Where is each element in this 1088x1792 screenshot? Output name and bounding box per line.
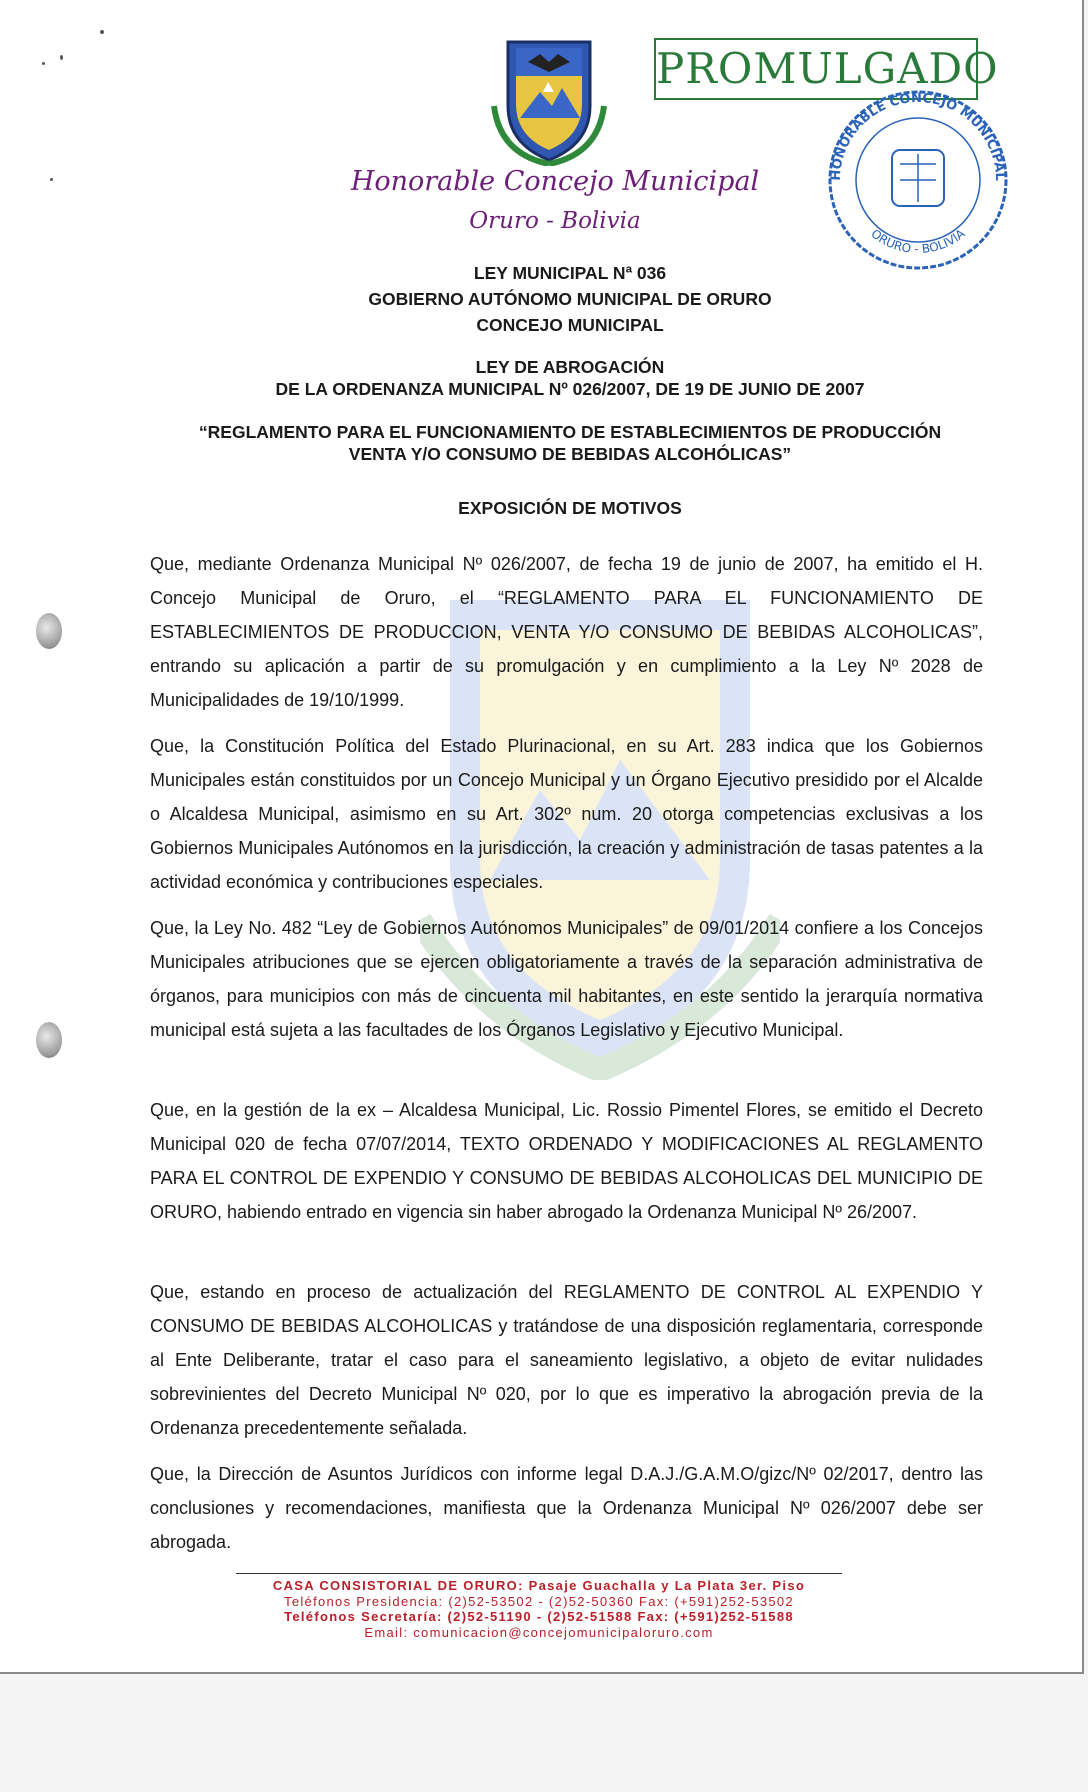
section-title: EXPOSICIÓN DE MOTIVOS [458, 498, 682, 518]
regulation-line-1: “REGLAMENTO PARA EL FUNCIONAMIENTO DE ESTABLECIMIENTOS DE PRODUCCIÓN [198, 422, 942, 442]
regulation-line-2: VENTA Y/O CONSUMO DE BEBIDAS ALCOHÓLICAS” [348, 444, 792, 464]
paragraph-2: Que, la Constitución Política del Estado Plurinacional, en su Art. 283 indica que los Gobiernos Municipales están constituidos por un Concejo Municipal y un Órgano Ejecutivo presidido por el Alcalde o Alcaldesa Municipal, asimismo en su Art. 302º num. 20 otorga competencias exclusivas a los Gobiernos Municipales Autónomos en la jurisdicción, la creación y administración de tasas patentes a la actividad económica y contribuciones especiales. [150, 736, 983, 892]
scan-speck [50, 178, 53, 181]
law-title-line-2: DE LA ORDENANZA MUNICIPAL Nº 026/2007, DE 19 DE JUNIO DE 2007 [275, 379, 865, 399]
law-number: LEY MUNICIPAL Nª 036 [473, 263, 667, 283]
paragraph-4: Que, en la gestión de la ex – Alcaldesa Municipal, Lic. Rossio Pimentel Flores, se emitido el Decreto Municipal 020 de fecha 07/07/2014, TEXTO ORDENADO Y MODIFICACIONES AL REGLAMENTO PARA EL CONTROL DE EXPENDIO Y CONSUMO DE BEBIDAS ALCOHOLICAS DEL MUNICIPIO DE ORURO, habiendo entrado en vigencia sin haber abrogado la Ordenanza Municipal Nº 26/2007. [150, 1100, 983, 1222]
council-title: CONCEJO MUNICIPAL [476, 315, 664, 335]
footer-email: Email: comunicacion@concejomunicipaloruro.com [364, 1624, 714, 1640]
council-seal [818, 84, 1018, 270]
seal-ring-text: HONORABLE CONCEJO MUNICIPAL [828, 90, 1008, 182]
scan-speck [60, 55, 63, 60]
law-header [150, 260, 990, 338]
paragraph-3: Que, la Ley No. 482 “Ley de Gobiernos Autónomos Municipales” de 09/01/2014 confiere a los Concejos Municipales atribuciones que se ejercen obligatoriamente a través de la separación administrativa de órganos, para municipios con más de cincuenta mil habitantes, en este sentido la jerarquía normativa municipal está sujeta a las facultades de los Órganos Legislativo y Ejecutivo Municipal. [150, 918, 983, 1040]
paragraph-6: Que, la Dirección de Asuntos Jurídicos con informe legal D.A.J./G.A.M.O/gizc/Nº 02/2017, dentro las conclusiones y recomendaciones, manifiesta que la Ordenanza Municipal Nº 026/2007 debe ser abrogada. [150, 1464, 983, 1552]
punch-hole [36, 613, 62, 649]
government-name: GOBIERNO AUTÓNOMO MUNICIPAL DE ORURO [368, 289, 772, 309]
promulgado-stamp: PROMULGADO [654, 38, 978, 100]
scan-speck [42, 62, 45, 65]
seal-bottom-text: ORURO - BOLIVIA [868, 226, 968, 257]
regulation-title [150, 421, 990, 465]
footer-divider [236, 1573, 842, 1574]
crest-icon [490, 36, 608, 166]
law-title [150, 356, 990, 400]
scan-speck [100, 30, 104, 34]
paragraph-5: Que, estando en proceso de actualización del REGLAMENTO DE CONTROL AL EXPENDIO Y CONSUMO DE BEBIDAS ALCOHOLICAS y tratándose de una disposición reglamentaria, corresponde al Ente Deliberante, tratar el caso para el saneamiento legislativo, a objeto de evitar nulidades sobrevinientes del Decreto Municipal Nº 020, por lo que es imperativo la abrogación previa de la Ordenanza precedentemente señalada. [150, 1282, 983, 1438]
law-title-line-1: LEY DE ABROGACIÓN [475, 357, 665, 377]
footer [236, 1578, 842, 1640]
footer-address: CASA CONSISTORIAL DE ORURO: Pasaje Guachalla y La Plata 3er. Piso [272, 1578, 806, 1593]
council-city: Oruro - Bolivia [469, 208, 641, 234]
footer-phones-presidency: Teléfonos Presidencia: (2)52-53502 - (2)52-50360 Fax: (+591)252-53502 [284, 1593, 794, 1609]
paragraph-1: Que, mediante Ordenanza Municipal Nº 026/2007, de fecha 19 de junio de 2007, ha emitido el H. Concejo Municipal de Oruro, el “REGLAMENTO PARA EL FUNCIONAMIENTO DE ESTABLECIMIENTOS DE PRODUCCION, VENTA Y/O CONSUMO DE BEBIDAS ALCOHOLICAS”, entrando su aplicación a partir de su promulgación y en cumplimiento a la Ley Nº 2028 de Municipalidades de 19/10/1999. [150, 554, 983, 710]
punch-hole [36, 1022, 62, 1058]
footer-phones-secretary: Teléfonos Secretaría: (2)52-51190 - (2)52-51588 Fax: (+591)252-51588 [284, 1609, 794, 1624]
council-name: Honorable Concejo Municipal [350, 166, 760, 197]
